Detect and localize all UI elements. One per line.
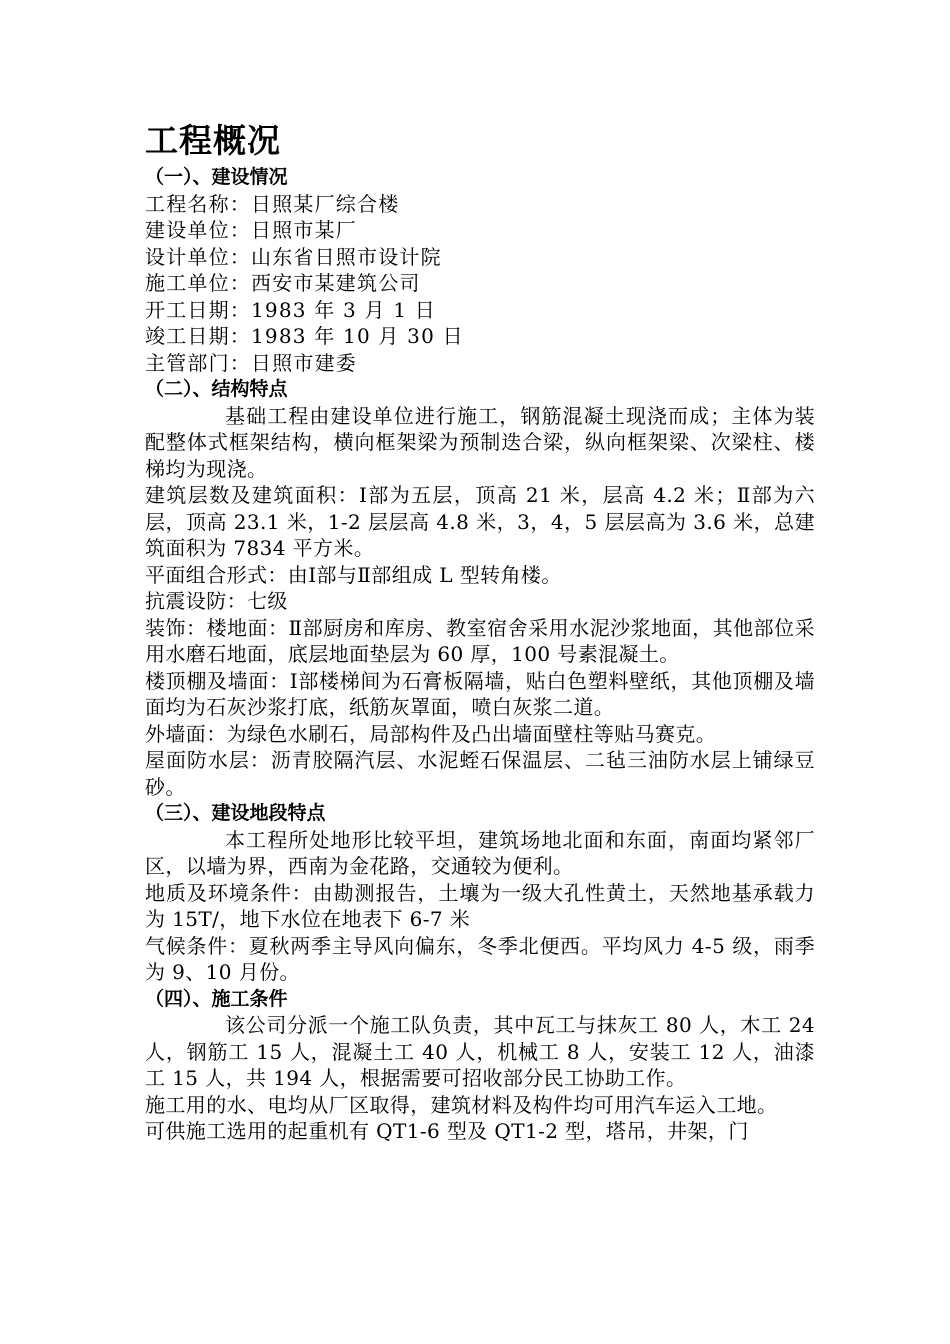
- section-heading: （四）、施工条件: [145, 987, 288, 1010]
- section-site: [145, 800, 815, 986]
- project-name-line: 工程名称：日照某厂综合楼: [145, 191, 400, 216]
- completion-date-line: 竣工日期：1983 年 10 月 30 日: [145, 324, 464, 348]
- paragraph: 地质及环境条件：由勘测报告，土壤为一级大孔性黄土，天然地基承载力为 15T/，地下水位在地表下 6-7 米: [145, 880, 815, 931]
- paragraph: 抗震设防：七级: [145, 589, 288, 613]
- section-heading: （二）、结构特点: [145, 378, 288, 400]
- paragraph: 屋面防水层：沥青胶隔汽层、水泥蛭石保温层、二毡三油防水层上铺绿豆砂。: [145, 748, 815, 799]
- page-title: 工程概况: [145, 121, 281, 160]
- paragraph: 楼顶棚及墙面：Ⅰ部楼梯间为石膏板隔墙，贴白色塑料壁纸，其他顶棚及墙面均为石灰沙浆打底，纸筋灰罩面，喷白灰浆二道。: [145, 668, 815, 719]
- paragraph: 基础工程由建设单位进行施工，钢筋混凝土现浇而成；主体为装配整体式框架结构，横向框架梁为预制迭合梁，纵向框架梁、次梁柱、楼梯均为现浇。: [145, 403, 815, 481]
- section-heading: （一）、建设情况: [145, 166, 288, 188]
- design-unit-line: 设计单位：山东省日照市设计院: [145, 244, 442, 269]
- paragraph: 该公司分派一个施工队负责，其中瓦工与抹灰工 80 人，木工 24 人，钢筋工 15 人，混凝土工 40 人，机械工 8 人，安装工 12 人，油漆工 15 人，共 194 人，根据需要可招收部分民工协助工作。: [145, 1013, 815, 1090]
- paragraph: 气候条件：夏秋两季主导风向偏东，冬季北便西。平均风力 4-5 级，雨季为 9、10 月份。: [145, 933, 815, 984]
- paragraph: 外墙面：为绿色水刷石，局部构件及凸出墙面壁柱等贴马赛克。: [145, 721, 717, 746]
- paragraph: 施工用的水、电均从厂区取得，建筑材料及构件均可用汽车运入工地。: [145, 1092, 778, 1117]
- owner-unit-line: 建设单位：日照市某厂: [145, 218, 357, 242]
- section-heading: （三）、建设地段特点: [145, 802, 326, 824]
- paragraph: 可供施工选用的起重机有 QT1-6 型及 QT1-2 型，塔吊，井架，门: [145, 1119, 749, 1143]
- paragraph: 建筑层数及建筑面积：Ⅰ部为五层，顶高 21 米，层高 4.2 米；Ⅱ部为六层，顶高 23.1 米，1-2 层层高 4.8 米，3，4，5 层层高为 3.6 米，总建筑面积为 7834 平方米。: [145, 483, 815, 560]
- paragraph: 平面组合形式：由Ⅰ部与Ⅱ部组成 L 型转角楼。: [145, 562, 562, 587]
- section-conditions: [145, 986, 815, 1145]
- paragraph: 本工程所处地形比较平坦，建筑场地北面和东面，南面均紧邻厂区，以墙为界，西南为金花路，交通较为便利。: [145, 827, 815, 878]
- authority-line: 主管部门：日照市建委: [145, 350, 357, 375]
- section-structure: [145, 376, 815, 800]
- start-date-line: 开工日期：1983 年 3 月 1 日: [145, 297, 436, 322]
- section-construction-info: [145, 164, 815, 376]
- document-page: [145, 118, 815, 1145]
- contractor-line: 施工单位：西安市某建筑公司: [145, 271, 421, 295]
- paragraph: 装饰：楼地面：Ⅱ部厨房和库房、教室宿舍采用水泥沙浆地面，其他部位采用水磨石地面，底层地面垫层为 60 厚，100 号素混凝土。: [145, 615, 815, 666]
